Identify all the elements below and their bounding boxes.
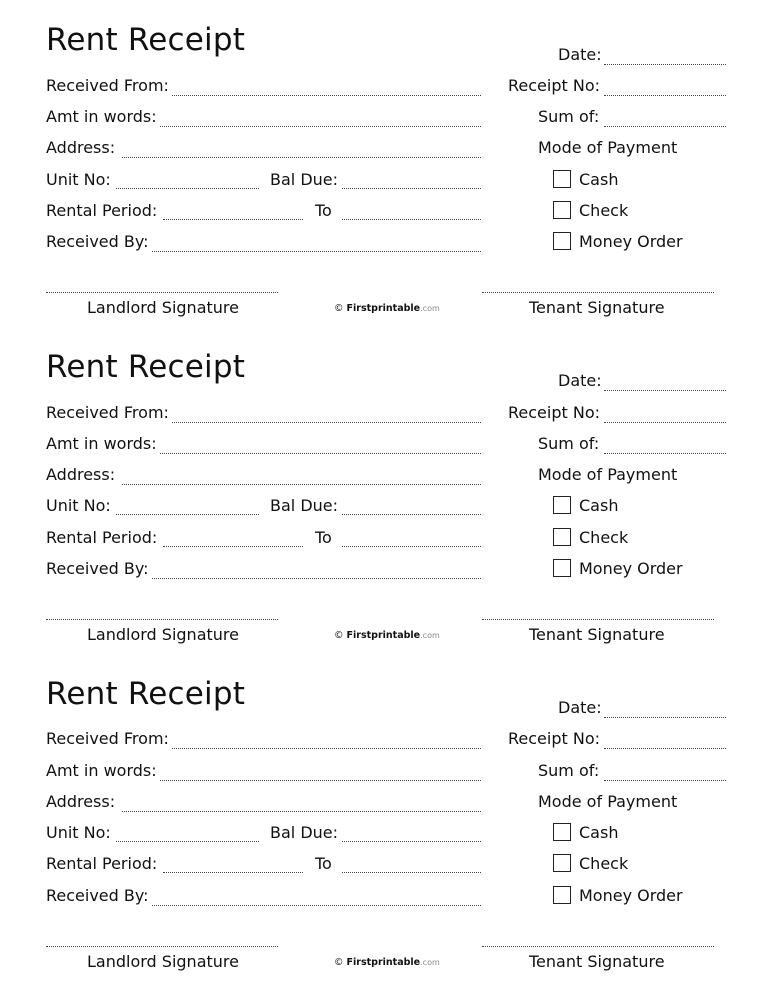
mode-of-payment-label: Mode of Payment bbox=[538, 792, 678, 811]
rental-period-to-field[interactable] bbox=[342, 219, 481, 220]
receipt-title: Rent Receipt bbox=[46, 676, 246, 712]
to-label: To bbox=[315, 201, 332, 220]
bal-due-field[interactable] bbox=[342, 841, 481, 842]
received-by-label: Received By: bbox=[46, 886, 149, 905]
copyright-symbol: © bbox=[334, 303, 344, 314]
rental-period-from-field[interactable] bbox=[163, 219, 303, 220]
money-order-label: Money Order bbox=[579, 886, 683, 905]
date-label: Date: bbox=[558, 45, 602, 64]
date-field[interactable] bbox=[604, 717, 726, 718]
receipt-title: Rent Receipt bbox=[46, 349, 246, 385]
received-from-field[interactable] bbox=[172, 748, 481, 749]
copyright-symbol: © bbox=[334, 957, 344, 968]
rental-period-label: Rental Period: bbox=[46, 528, 158, 547]
cash-label: Cash bbox=[579, 496, 619, 515]
brand-suffix: .com bbox=[420, 304, 440, 313]
address-label: Address: bbox=[46, 138, 116, 157]
bal-due-field[interactable] bbox=[342, 188, 481, 189]
rental-period-label: Rental Period: bbox=[46, 854, 158, 873]
brand-suffix: .com bbox=[420, 631, 440, 640]
received-by-field[interactable] bbox=[152, 905, 481, 906]
cash-label: Cash bbox=[579, 170, 619, 189]
sum-of-field[interactable] bbox=[604, 126, 726, 127]
money-order-checkbox[interactable] bbox=[553, 559, 571, 577]
cash-checkbox[interactable] bbox=[553, 823, 571, 841]
landlord-signature-line[interactable] bbox=[46, 619, 278, 620]
check-label: Check bbox=[579, 528, 629, 547]
receipt-no-field[interactable] bbox=[604, 95, 726, 96]
sum-of-field[interactable] bbox=[604, 453, 726, 454]
received-from-label: Received From: bbox=[46, 729, 169, 748]
unit-no-field[interactable] bbox=[116, 188, 259, 189]
sum-of-label: Sum of: bbox=[538, 107, 600, 126]
rental-period-to-field[interactable] bbox=[342, 546, 481, 547]
receipt-no-label: Receipt No: bbox=[508, 729, 600, 748]
money-order-label: Money Order bbox=[579, 232, 683, 251]
mode-of-payment-label: Mode of Payment bbox=[538, 465, 678, 484]
landlord-signature-label: Landlord Signature bbox=[87, 952, 239, 971]
address-label: Address: bbox=[46, 792, 116, 811]
bal-due-field[interactable] bbox=[342, 514, 481, 515]
check-label: Check bbox=[579, 201, 629, 220]
landlord-signature-line[interactable] bbox=[46, 946, 278, 947]
date-label: Date: bbox=[558, 698, 602, 717]
received-by-label: Received By: bbox=[46, 559, 149, 578]
sum-of-label: Sum of: bbox=[538, 761, 600, 780]
brand-name: Firstprintable bbox=[346, 957, 421, 968]
brand-name: Firstprintable bbox=[346, 303, 421, 314]
money-order-label: Money Order bbox=[579, 559, 683, 578]
check-label: Check bbox=[579, 854, 629, 873]
received-by-field[interactable] bbox=[152, 578, 481, 579]
address-field[interactable] bbox=[122, 811, 481, 812]
received-from-field[interactable] bbox=[172, 422, 481, 423]
brand-watermark bbox=[334, 957, 440, 968]
amt-in-words-field[interactable] bbox=[160, 126, 481, 127]
tenant-signature-label: Tenant Signature bbox=[529, 298, 665, 317]
rental-period-from-field[interactable] bbox=[163, 546, 303, 547]
unit-no-field[interactable] bbox=[116, 841, 259, 842]
date-label: Date: bbox=[558, 371, 602, 390]
bal-due-label: Bal Due: bbox=[270, 170, 339, 189]
to-label: To bbox=[315, 528, 332, 547]
rental-period-from-field[interactable] bbox=[163, 872, 303, 873]
bal-due-label: Bal Due: bbox=[270, 496, 339, 515]
landlord-signature-label: Landlord Signature bbox=[87, 625, 239, 644]
brand-suffix: .com bbox=[420, 958, 440, 967]
amt-in-words-label: Amt in words: bbox=[46, 107, 157, 126]
received-by-field[interactable] bbox=[152, 251, 481, 252]
receipt-no-label: Receipt No: bbox=[508, 403, 600, 422]
cash-checkbox[interactable] bbox=[553, 496, 571, 514]
rental-period-label: Rental Period: bbox=[46, 201, 158, 220]
sum-of-label: Sum of: bbox=[538, 434, 600, 453]
tenant-signature-line[interactable] bbox=[482, 946, 714, 947]
receipt-no-field[interactable] bbox=[604, 748, 726, 749]
date-field[interactable] bbox=[604, 390, 726, 391]
money-order-checkbox[interactable] bbox=[553, 232, 571, 250]
money-order-checkbox[interactable] bbox=[553, 886, 571, 904]
unit-no-label: Unit No: bbox=[46, 170, 111, 189]
cash-checkbox[interactable] bbox=[553, 170, 571, 188]
rental-period-to-field[interactable] bbox=[342, 872, 481, 873]
tenant-signature-line[interactable] bbox=[482, 619, 714, 620]
receipt-1 bbox=[0, 0, 773, 327]
amt-in-words-label: Amt in words: bbox=[46, 761, 157, 780]
received-from-label: Received From: bbox=[46, 403, 169, 422]
check-checkbox[interactable] bbox=[553, 854, 571, 872]
mode-of-payment-label: Mode of Payment bbox=[538, 138, 678, 157]
address-label: Address: bbox=[46, 465, 116, 484]
received-from-label: Received From: bbox=[46, 76, 169, 95]
amt-in-words-label: Amt in words: bbox=[46, 434, 157, 453]
landlord-signature-line[interactable] bbox=[46, 292, 278, 293]
to-label: To bbox=[315, 854, 332, 873]
date-field[interactable] bbox=[604, 64, 726, 65]
amt-in-words-field[interactable] bbox=[160, 780, 481, 781]
received-from-field[interactable] bbox=[172, 95, 481, 96]
bal-due-label: Bal Due: bbox=[270, 823, 339, 842]
receipt-3 bbox=[0, 654, 773, 981]
check-checkbox[interactable] bbox=[553, 201, 571, 219]
address-field[interactable] bbox=[122, 484, 481, 485]
receipt-no-label: Receipt No: bbox=[508, 76, 600, 95]
brand-watermark bbox=[334, 630, 440, 641]
unit-no-label: Unit No: bbox=[46, 496, 111, 515]
landlord-signature-label: Landlord Signature bbox=[87, 298, 239, 317]
receipt-2 bbox=[0, 327, 773, 654]
receipt-title: Rent Receipt bbox=[46, 22, 246, 58]
unit-no-label: Unit No: bbox=[46, 823, 111, 842]
sum-of-field[interactable] bbox=[604, 780, 726, 781]
received-by-label: Received By: bbox=[46, 232, 149, 251]
cash-label: Cash bbox=[579, 823, 619, 842]
receipt-no-field[interactable] bbox=[604, 422, 726, 423]
tenant-signature-line[interactable] bbox=[482, 292, 714, 293]
brand-watermark bbox=[334, 303, 440, 314]
brand-name: Firstprintable bbox=[346, 630, 421, 641]
check-checkbox[interactable] bbox=[553, 528, 571, 546]
tenant-signature-label: Tenant Signature bbox=[529, 625, 665, 644]
copyright-symbol: © bbox=[334, 630, 344, 641]
amt-in-words-field[interactable] bbox=[160, 453, 481, 454]
address-field[interactable] bbox=[122, 157, 481, 158]
unit-no-field[interactable] bbox=[116, 514, 259, 515]
tenant-signature-label: Tenant Signature bbox=[529, 952, 665, 971]
